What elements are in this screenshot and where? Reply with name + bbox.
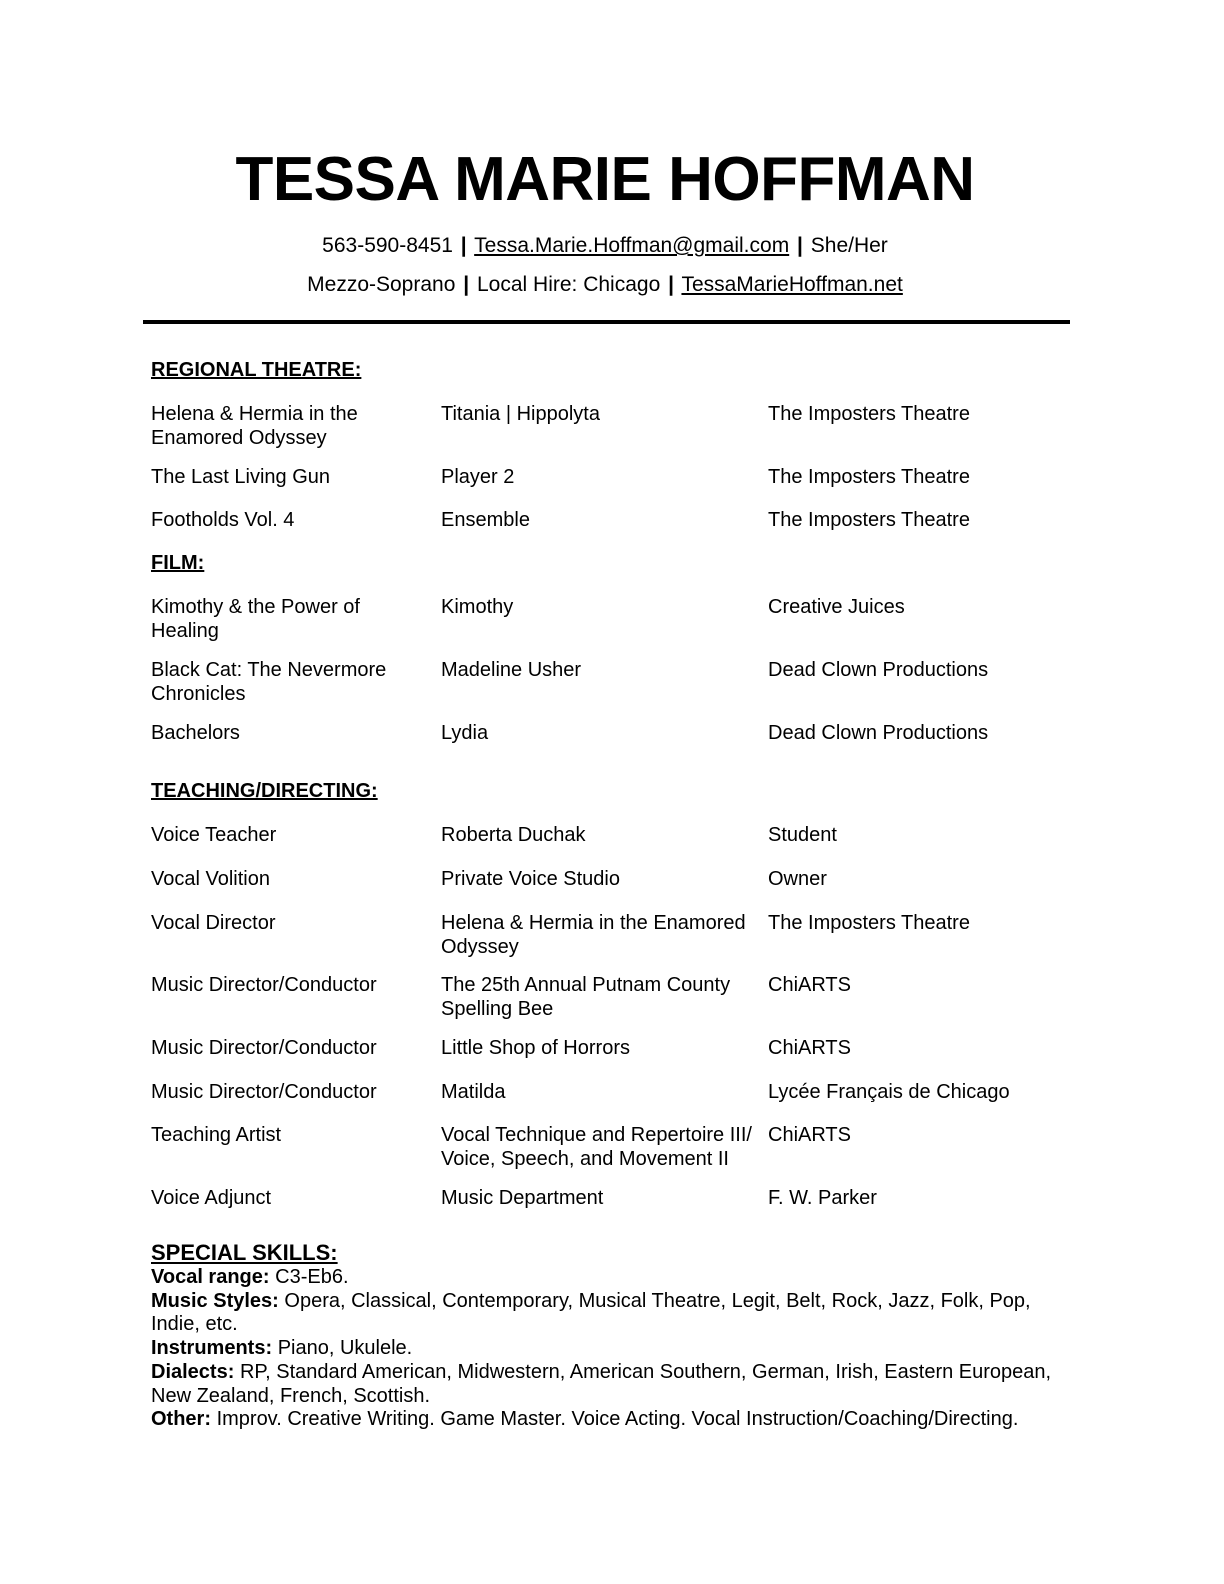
contact-line-2 xyxy=(0,271,1210,299)
separator: | xyxy=(463,273,470,296)
section-heading: REGIONAL THEATRE: xyxy=(151,359,362,381)
email-link[interactable]: Tessa.Marie.Hoffman@gmail.com xyxy=(474,234,790,257)
credit-role: Madeline Usher xyxy=(441,659,582,681)
pronouns: She/Her xyxy=(810,234,888,257)
credit-company: The Imposters Theatre xyxy=(768,509,970,531)
separator: | xyxy=(668,273,674,296)
credit-role: Player 2 xyxy=(441,466,515,488)
credit-title: Black Cat: The Nevermore Chronicles xyxy=(151,659,387,705)
credit-row xyxy=(151,1080,1010,1123)
credit-row xyxy=(151,595,905,658)
credit-company: F. W. Parker xyxy=(768,1187,877,1209)
skill-label: Other: xyxy=(151,1408,211,1431)
credit-company: Lycée Français de Chicago xyxy=(768,1081,1010,1103)
credit-title: Footholds Vol. 4 xyxy=(151,509,295,531)
credit-title: Bachelors xyxy=(151,722,240,744)
credit-role: Vocal Technique and Repertoire III/ Voice, Speech, and Movement II xyxy=(441,1124,752,1170)
credit-title: Voice Adjunct xyxy=(151,1187,272,1209)
credit-row xyxy=(151,658,989,721)
header-divider xyxy=(143,320,1070,324)
skill-line xyxy=(151,1361,1061,1408)
credit-company: ChiARTS xyxy=(768,974,851,996)
credit-role: Music Department xyxy=(441,1187,604,1209)
voice-type: Mezzo-Soprano xyxy=(307,273,456,296)
section-teaching-directing xyxy=(151,779,1010,1210)
credit-row xyxy=(151,465,970,508)
phone-number: 563-590-8451 xyxy=(322,234,453,257)
credit-role: The 25th Annual Putnam County Spelling Bee xyxy=(441,974,731,1020)
credit-role: Lydia xyxy=(441,722,489,744)
credit-title: Vocal Volition xyxy=(151,868,270,890)
credit-row xyxy=(151,867,827,911)
credit-company: Student xyxy=(768,824,837,846)
skill-label: Dialects: xyxy=(151,1360,235,1383)
skill-line xyxy=(151,1337,1061,1361)
credit-role: Private Voice Studio xyxy=(441,868,620,890)
credit-company: The Imposters Theatre xyxy=(768,912,970,934)
skill-text: C3-Eb6. xyxy=(275,1266,349,1288)
section-film xyxy=(151,551,989,764)
credit-row xyxy=(151,721,989,764)
website-link[interactable]: TessaMarieHoffman.net xyxy=(681,273,903,296)
skill-label: Instruments: xyxy=(151,1337,273,1360)
skill-label: Vocal range: xyxy=(151,1266,270,1288)
skill-line xyxy=(151,1290,1061,1337)
credit-row xyxy=(151,911,970,973)
credit-role: Matilda xyxy=(441,1081,506,1103)
credit-role: Titania | Hippolyta xyxy=(441,403,600,425)
credit-company: Owner xyxy=(768,868,827,890)
credit-role: Kimothy xyxy=(441,596,514,618)
credit-title: The Last Living Gun xyxy=(151,466,330,488)
credit-title: Helena & Hermia in the Enamored Odyssey xyxy=(151,403,358,449)
credit-title: Vocal Director xyxy=(151,912,276,934)
skill-line xyxy=(151,1266,1061,1290)
skill-text: Opera, Classical, Contemporary, Musical Theatre, Legit, Belt, Rock, Jazz, Folk, Pop, Indie, etc. xyxy=(151,1289,1031,1336)
skill-label: Music Styles: xyxy=(151,1289,279,1312)
credit-role: Helena & Hermia in the Enamored Odyssey xyxy=(441,912,746,958)
credit-row xyxy=(151,1186,877,1210)
skill-text: RP, Standard American, Midwestern, American Southern, German, Irish, Eastern European, New Zealand, French, Scottish. xyxy=(151,1360,1052,1407)
credit-title: Music Director/Conductor xyxy=(151,1081,377,1103)
section-heading: SPECIAL SKILLS: xyxy=(151,1240,338,1265)
credit-row xyxy=(151,973,851,1036)
separator: | xyxy=(460,234,467,257)
credit-company: The Imposters Theatre xyxy=(768,466,970,488)
skill-line xyxy=(151,1408,1061,1432)
credit-title: Kimothy & the Power of Healing xyxy=(151,596,360,642)
credit-row xyxy=(151,1123,851,1186)
credit-row xyxy=(151,1036,851,1080)
credit-role: Roberta Duchak xyxy=(441,824,586,846)
credit-title: Voice Teacher xyxy=(151,824,277,846)
credit-row xyxy=(151,823,837,867)
credit-row xyxy=(151,508,970,551)
credit-title: Music Director/Conductor xyxy=(151,1037,377,1059)
section-special-skills xyxy=(151,1240,1061,1432)
resume-name: TESSA MARIE HOFFMAN xyxy=(235,145,975,214)
credit-company: Creative Juices xyxy=(768,596,905,618)
local-hire: Local Hire: Chicago xyxy=(476,273,661,296)
credit-company: Dead Clown Productions xyxy=(768,722,989,744)
credit-role: Ensemble xyxy=(441,509,530,531)
credit-company: Dead Clown Productions xyxy=(768,659,989,681)
credit-company: The Imposters Theatre xyxy=(768,403,970,425)
contact-line-1 xyxy=(0,232,1210,260)
section-regional-theatre xyxy=(151,358,970,551)
section-heading: FILM: xyxy=(151,552,205,574)
credit-title: Music Director/Conductor xyxy=(151,974,377,996)
skill-text: Piano, Ukulele. xyxy=(277,1337,413,1360)
credit-role: Little Shop of Horrors xyxy=(441,1037,630,1059)
credit-company: ChiARTS xyxy=(768,1037,851,1059)
credit-title: Teaching Artist xyxy=(151,1124,282,1146)
separator: | xyxy=(797,234,803,257)
skill-text: Improv. Creative Writing. Game Master. Voice Acting. Vocal Instruction/Coaching/Directing. xyxy=(216,1408,1019,1431)
credit-company: ChiARTS xyxy=(768,1124,851,1146)
section-heading: TEACHING/DIRECTING: xyxy=(151,780,378,802)
credit-row xyxy=(151,402,970,465)
